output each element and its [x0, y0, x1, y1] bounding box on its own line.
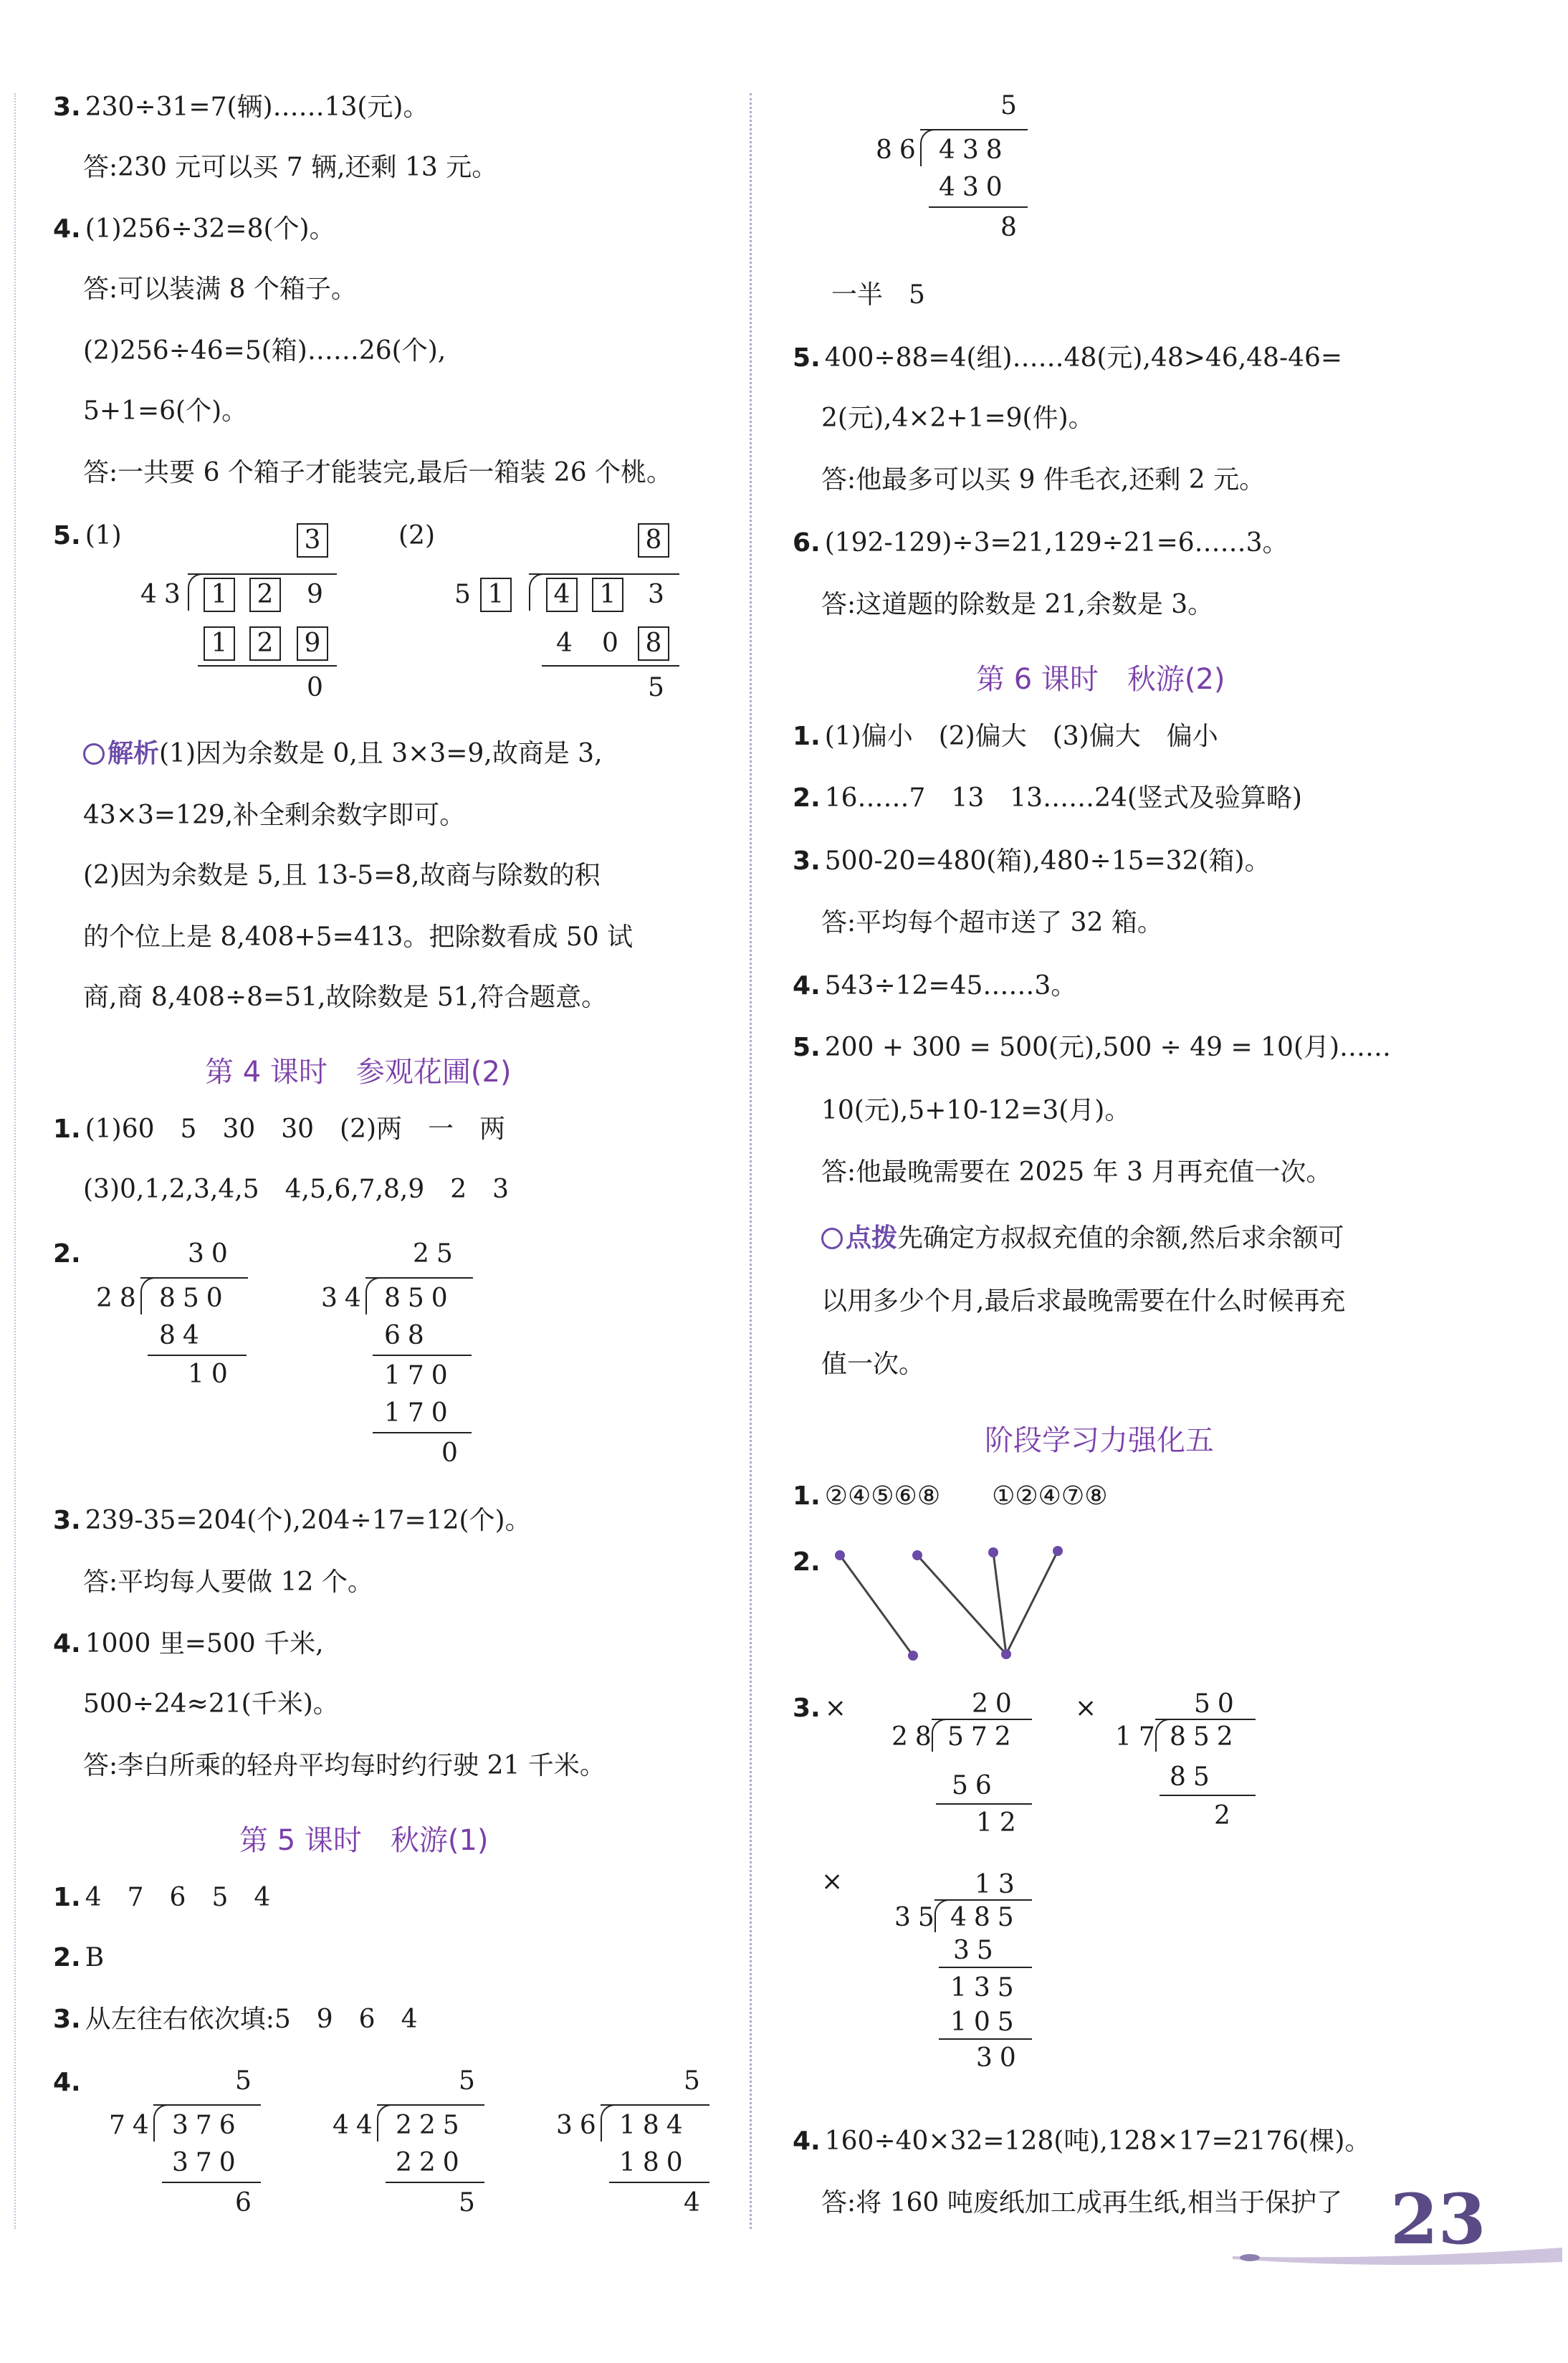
- division-bracket: [529, 573, 546, 611]
- box-digit: 1: [204, 578, 235, 612]
- sec4-q4-line2: 500÷24≈21(千米)。: [83, 1689, 339, 1719]
- dividend: 572: [947, 1722, 1018, 1752]
- sec4-q3-equation: 3. 239-35=204(个),204÷17=12(个)。: [53, 1506, 531, 1535]
- dividend: 438: [939, 135, 1010, 165]
- divisor: 34: [321, 1284, 368, 1313]
- subtrahend: 85: [1170, 1762, 1217, 1792]
- divisor: 35: [894, 1903, 942, 1932]
- quotient: 5: [1000, 91, 1024, 120]
- box-quotient: 3: [297, 523, 328, 558]
- quotient: 5: [684, 2066, 707, 2096]
- left-q5-label2: (2): [398, 521, 435, 550]
- right-q6-answer: 答:这道题的除数是 21,余数是 3。: [821, 590, 1214, 619]
- match-line: [1006, 1551, 1058, 1654]
- left-q4-part1: 4. (1)256÷32=8(个)。: [53, 214, 335, 244]
- quotient: 30: [188, 1239, 235, 1269]
- division-bar: [529, 573, 679, 575]
- division-bracket: [188, 573, 205, 611]
- page-number: 23: [1390, 2179, 1486, 2260]
- dividend: 852: [1170, 1722, 1240, 1752]
- quotient: 50: [1194, 1689, 1241, 1719]
- sec6-q3: 3. 500-20=480(箱),480÷15=32(箱)。: [793, 846, 1271, 876]
- quotient: 13: [975, 1870, 1022, 1899]
- sec6-q5-line1: 5. 200 + 300 = 500(元),500 ÷ 49 = 10(月)……: [793, 1033, 1392, 1062]
- matching-lines: [824, 1539, 1089, 1669]
- divisor: 28: [891, 1722, 939, 1752]
- division-bar: [188, 573, 337, 575]
- subtrahend: 220: [396, 2148, 467, 2177]
- match-dot: [908, 1651, 918, 1661]
- right-q5-line1: 5. 400÷88=4(组)……48(元),48>46,48-46=: [793, 343, 1343, 373]
- right-q6-line1: 6. (192-129)÷3=21,129÷21=6……3。: [793, 528, 1289, 558]
- left-q4-answer1: 答:可以装满 8 个箱子。: [83, 275, 357, 304]
- stage-title: 阶段学习力强化五: [985, 1424, 1214, 1457]
- stage-q3-label: 3. ×: [793, 1694, 846, 1723]
- sec5-q3: 3. 从左往右依次填:5 9 6 4: [53, 2005, 418, 2034]
- division-bar: [920, 129, 1028, 130]
- division-bar: [365, 1277, 473, 1279]
- division-bar: [932, 1719, 1032, 1720]
- section-4-title: 第 4 课时 参观花圃(2): [205, 1056, 512, 1089]
- remainder: 8: [1000, 213, 1024, 242]
- dividend: 225: [396, 2111, 467, 2140]
- box-divisor-digit: 1: [480, 578, 512, 612]
- quotient: 5: [235, 2066, 259, 2096]
- analysis-line-4: 的个位上是 8,408+5=413。把除数看成 50 试: [83, 922, 634, 952]
- stage-q4-line1: 4. 160÷40×32=128(吨),128×17=2176(棵)。: [793, 2126, 1371, 2156]
- division-line: [373, 1355, 472, 1356]
- match-line: [993, 1552, 1006, 1654]
- quotient: 5: [459, 2066, 482, 2096]
- dividend: 376: [172, 2111, 243, 2140]
- match-dot: [1053, 1546, 1063, 1556]
- sec6-q4: 4. 543÷12=45……3。: [793, 971, 1077, 1001]
- quotient: 20: [972, 1689, 1019, 1719]
- subtrahend: 170: [384, 1398, 455, 1428]
- box-digit: 4: [546, 578, 578, 612]
- stage-q3-mark-c: ×: [821, 1867, 843, 1896]
- right-q5-answer: 答:他最多可以买 9 件毛衣,还剩 2 元。: [821, 465, 1266, 495]
- division-line: [198, 665, 337, 667]
- box-digit: 8: [638, 626, 669, 661]
- division-bar: [377, 2104, 484, 2106]
- remainder: 4: [684, 2188, 707, 2218]
- dividend: 850: [159, 1284, 230, 1313]
- section-6-title: 第 6 课时 秋游(2): [976, 663, 1225, 696]
- remainder: 0: [441, 1438, 465, 1468]
- match-dot: [988, 1547, 998, 1557]
- sec6-q1: 1. (1)偏小 (2)偏大 (3)偏大 偏小: [793, 722, 1218, 751]
- division-line: [542, 665, 679, 667]
- subtrahend: 84: [159, 1321, 206, 1350]
- divisor: 43: [140, 580, 188, 609]
- stage-q3-mark-b: ×: [1075, 1694, 1097, 1723]
- sec6-q5-line2: 10(元),5+10-12=3(月)。: [821, 1096, 1131, 1125]
- division-line: [936, 1803, 1032, 1805]
- subtrahend: 105: [950, 2008, 1021, 2037]
- analysis-icon: [83, 743, 105, 765]
- analysis-line-3: (2)因为余数是 5,且 13-5=8,故商与除数的积: [83, 861, 601, 890]
- division-line: [148, 1355, 247, 1356]
- divisor: 36: [556, 2111, 603, 2140]
- tip-line-1: 点拨先确定方叔叔充值的余额,然后求余额可: [821, 1223, 1344, 1254]
- box-digit: 1: [204, 626, 235, 661]
- division-bar: [140, 1277, 248, 1279]
- division-bracket: [365, 1277, 383, 1314]
- subtrahend: 370: [172, 2148, 243, 2177]
- match-dot: [912, 1550, 922, 1560]
- stage-q1: 1. ②④⑤⑥⑧ ①②④⑦⑧: [793, 1481, 1108, 1511]
- remainder: 10: [188, 1360, 235, 1389]
- division-bracket: [377, 2104, 394, 2142]
- subtrahend: 56: [952, 1771, 999, 1800]
- division-bar: [1155, 1719, 1256, 1720]
- division-bracket: [920, 129, 937, 166]
- division-bar: [934, 1899, 1032, 1901]
- divisor: 74: [109, 2111, 156, 2140]
- digit: 4: [556, 629, 580, 658]
- match-line: [917, 1555, 1006, 1654]
- sec5-q4-label: 4.: [53, 2068, 81, 2097]
- analysis-line-2: 43×3=129,补全剩余数字即可。: [83, 801, 466, 830]
- digit: 0: [602, 629, 626, 658]
- left-q4-part2: (2)256÷46=5(箱)……26(个),: [83, 336, 446, 366]
- division-bar: [153, 2104, 261, 2106]
- subtrahend: 68: [384, 1321, 431, 1350]
- remainder: 5: [648, 673, 671, 702]
- sec6-q2: 2. 16……7 13 13……24(竖式及验算略): [793, 783, 1302, 813]
- division-bracket: [601, 2104, 618, 2142]
- box-digit: 2: [249, 578, 281, 612]
- division-bracket: [934, 1899, 952, 1932]
- tip-line-3: 值一次。: [821, 1350, 925, 1379]
- remainder: 12: [976, 1808, 1023, 1838]
- digit: 9: [307, 580, 330, 609]
- division-line: [373, 1432, 472, 1433]
- box-quotient: 8: [638, 523, 669, 558]
- sec4-q4-answer: 答:李白所乘的轻舟平均每时约行驶 21 千米。: [83, 1751, 606, 1780]
- dividend: 184: [619, 2111, 690, 2140]
- divisor: 17: [1115, 1722, 1162, 1752]
- stage-q2-label: 2.: [793, 1547, 821, 1577]
- sec4-q1-line1: 1. (1)60 5 30 30 (2)两 一 两: [53, 1114, 506, 1144]
- section-5-title: 第 5 课时 秋游(1): [239, 1824, 489, 1857]
- sec4-q2-label: 2.: [53, 1239, 81, 1269]
- remainder: 2: [1214, 1801, 1238, 1830]
- box-digit: 1: [592, 578, 623, 612]
- sec5-q2: 2. B: [53, 1943, 105, 1972]
- stage-q4-answer: 答:将 160 吨废纸加工成再生纸,相当于保护了: [821, 2188, 1343, 2218]
- division-line: [1160, 1795, 1256, 1796]
- sec4-q4-line1: 4. 1000 里=500 千米,: [53, 1629, 324, 1658]
- box-digit: 2: [249, 626, 281, 661]
- right-q5-line2: 2(元),4×2+1=9(件)。: [821, 404, 1094, 433]
- sec6-q5-answer: 答:他最晚需要在 2025 年 3 月再充值一次。: [821, 1157, 1332, 1187]
- division-bracket: [932, 1719, 949, 1752]
- partial-remainder: 170: [384, 1361, 455, 1390]
- division-line: [929, 206, 1028, 208]
- subtrahend: 180: [619, 2148, 690, 2177]
- sec4-q3-answer: 答:平均每人要做 12 个。: [83, 1567, 373, 1597]
- left-q4-answer2: 答:一共要 6 个箱子才能装完,最后一箱装 26 个桃。: [83, 458, 673, 487]
- right-top-tail: 一半 5: [831, 280, 925, 310]
- remainder: 6: [235, 2188, 259, 2218]
- digit: 3: [648, 580, 671, 609]
- division-line: [386, 2182, 484, 2183]
- dividend: 850: [384, 1284, 455, 1313]
- left-margin-line: [14, 93, 16, 2229]
- sec5-q1: 1. 4 7 6 5 4: [53, 1883, 271, 1912]
- sec6-q3-answer: 答:平均每个超市送了 32 箱。: [821, 908, 1163, 937]
- remainder: 30: [976, 2043, 1023, 2073]
- remainder: 5: [459, 2188, 482, 2218]
- analysis-line-1: 解析(1)因为余数是 0,且 3×3=9,故商是 3,: [83, 738, 603, 770]
- divisor: 86: [876, 135, 923, 165]
- left-q4-part3: 5+1=6(个)。: [83, 396, 248, 426]
- remainder: 0: [307, 673, 330, 702]
- analysis-line-5: 商,商 8,408÷8=51,故除数是 51,符合题意。: [83, 983, 608, 1012]
- quotient: 25: [413, 1239, 460, 1269]
- dividend: 485: [950, 1903, 1021, 1932]
- division-line: [939, 1967, 1032, 1968]
- left-q5-label1: 5. (1): [53, 521, 122, 550]
- division-line: [939, 2038, 1032, 2040]
- left-q3-answer: 答:230 元可以买 7 辆,还剩 13 元。: [83, 153, 498, 182]
- left-q3-equation: 3. 230÷31=7(辆)……13(元)。: [53, 92, 429, 122]
- column-divider: [750, 93, 752, 2229]
- match-dot: [835, 1550, 845, 1560]
- divisor: 44: [333, 2111, 380, 2140]
- match-line: [840, 1555, 913, 1656]
- sec4-q1-line2: (3)0,1,2,3,4,5 4,5,6,7,8,9 2 3: [83, 1175, 510, 1204]
- division-line: [162, 2182, 261, 2183]
- divisor-digit: 5: [454, 580, 478, 609]
- subtrahend: 430: [939, 173, 1010, 202]
- box-digit: 9: [297, 626, 328, 661]
- tip-icon: [821, 1228, 843, 1249]
- division-bar: [601, 2104, 709, 2106]
- divisor: 28: [96, 1284, 143, 1313]
- division-line: [609, 2182, 709, 2183]
- tip-line-2: 以用多少个月,最后求最晚需要在什么时候再充: [821, 1286, 1346, 1316]
- division-bracket: [140, 1277, 158, 1314]
- partial-remainder: 135: [950, 1973, 1021, 2002]
- division-bracket: [153, 2104, 171, 2142]
- subtrahend: 35: [953, 1936, 1000, 1965]
- match-dot: [1001, 1649, 1011, 1659]
